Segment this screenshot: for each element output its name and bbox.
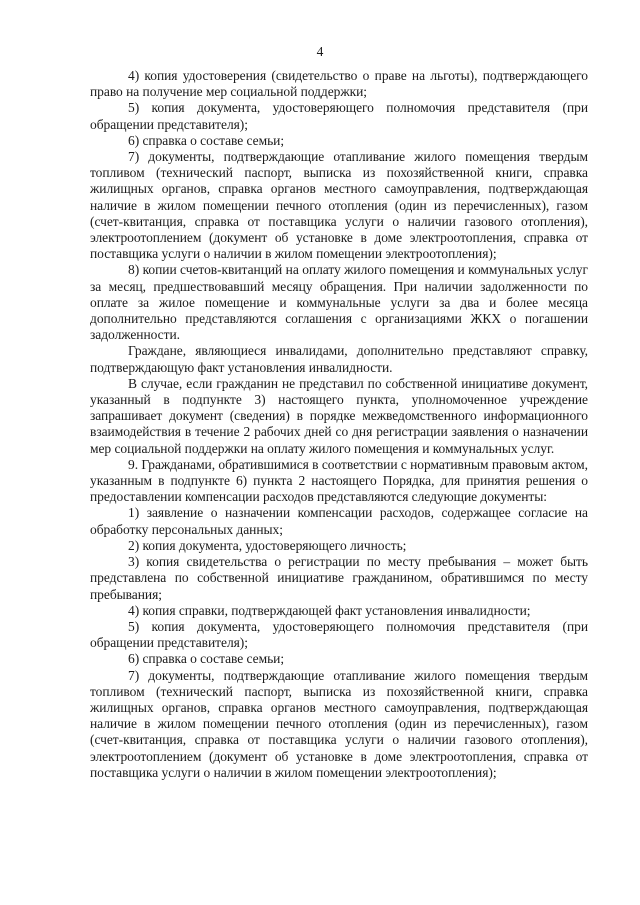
paragraph-item-5-representative-doc: 5) копия документа, удостоверяющего полномочия представителя (при обращении представителя); — [90, 100, 588, 132]
paragraph-s9-item-7-heating-documents: 7) документы, подтверждающие отапливание жилого помещения твердым топливом (технический паспорт, выписка из похозяйственной книги, справка жилищных органов, справка органов местного самоуправления, подтверждающая наличие в жилом помещении печного отопления (один из перечисленных), газом (счет-квитанция, справка от поставщика услуги о наличии газового отопления), электроотоплением (документ об установке в доме электроотопления, справка от поставщика услуги о наличии в жилом помещении электроотопления); — [90, 667, 588, 780]
paragraph-item-4-certificate-copy: 4) копия удостоверения (свидетельство о праве на льготы), подтверждающего право на получение мер социальной поддержки; — [90, 68, 588, 100]
paragraph-s9-item-3-registration: 3) копия свидетельства о регистрации по месту пребывания – может быть представлена по собственной инициативе гражданином, обратившимся по месту пребывания; — [90, 554, 588, 602]
paragraph-item-8-utility-bills: 8) копии счетов-квитанций на оплату жилого помещения и коммунальных услуг за месяц, предшествовавший месяцу обращения. При наличии задолженности по оплате за жилое помещение и коммунальные услуги за два и более месяца дополнительно представляются соглашения с организациями ЖКХ о погашении задолженности. — [90, 262, 588, 343]
paragraph-s9-item-6-family-certificate: 6) справка о составе семьи; — [128, 651, 285, 667]
paragraph-disabled-citizens: Граждане, являющиеся инвалидами, дополнительно представляют справку, подтверждающую факт установления инвалидности. — [90, 343, 588, 375]
paragraph-item-6-family-certificate: 6) справка о составе семьи; — [128, 132, 285, 148]
paragraph-s9-item-4-disability: 4) копия справки, подтверждающей факт установления инвалидности; — [128, 602, 531, 618]
paragraph-interagency-request: В случае, если гражданин не представил по собственной инициативе документ, указанный в подпункте 3) настоящего пункта, уполномоченное учреждение запрашивает документ (сведения) в порядке межведомственного информационного взаимодействия в течение 2 рабочих дней со дня регистрации заявления о назначении мер социальной поддержки на оплату жилого помещения и коммунальных услуг. — [90, 375, 588, 456]
paragraph-section-9: 9. Гражданами, обратившимися в соответствии с нормативным правовым актом, указанным в подпункте 6) пункта 2 настоящего Порядка, для принятия решения о предоставлении компенсации расходов представляются следующие документы: — [90, 456, 588, 505]
page-number: 4 — [316, 44, 324, 59]
paragraph-s9-item-5-representative-doc: 5) копия документа, удостоверяющего полномочия представителя (при обращении представителя); — [90, 618, 588, 651]
document-body — [90, 68, 588, 781]
paragraph-item-7-heating-documents: 7) документы, подтверждающие отапливание жилого помещения твердым топливом (технический паспорт, выписка из похозяйственной книги, справка жилищных органов, справка органов местного самоуправления, подтверждающая наличие в жилом помещении печного отопления (один из перечисленных), газом (счет-квитанция, справка от поставщика услуги о наличии газового отопления), электроотоплением (документ об установке в доме электроотопления, справка от поставщика услуги о наличии в жилом помещении электроотопления); — [90, 149, 588, 262]
paragraph-s9-item-2-identity-doc: 2) копия документа, удостоверяющего личность; — [128, 537, 407, 553]
paragraph-s9-item-1-application: 1) заявление о назначении компенсации расходов, содержащее согласие на обработку персональных данных; — [90, 505, 588, 537]
